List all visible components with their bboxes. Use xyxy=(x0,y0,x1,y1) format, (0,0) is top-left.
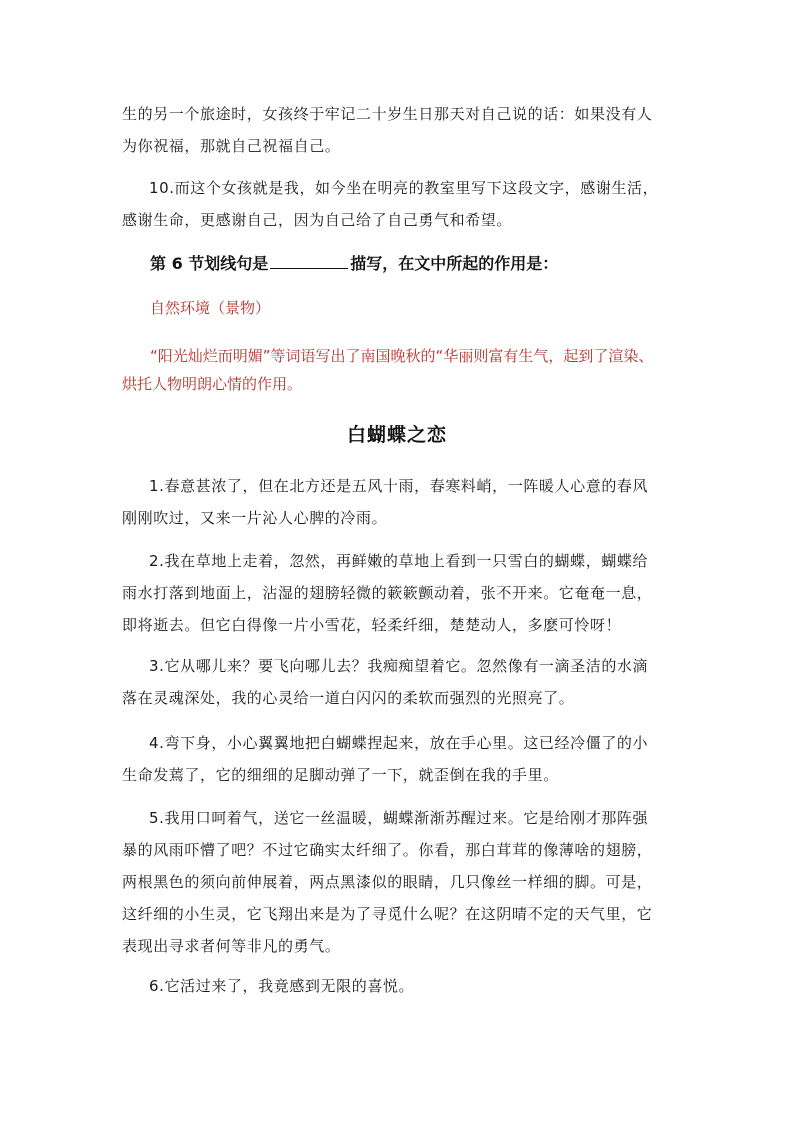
paragraph-number: 6. xyxy=(149,977,165,995)
paragraph-5 xyxy=(122,802,678,962)
text-line: 即将逝去。但它白得像一片小雪花，轻柔纤细，楚楚动人，多麽可怜呀！ xyxy=(122,616,622,634)
paragraph-number: 2. xyxy=(149,552,165,570)
text-line: 它从哪儿来？要飞向哪儿去？我痴痴望着它。忽然像有一滴圣洁的水滴 xyxy=(164,657,649,675)
answer-line-2: “阳光灿烂而明媚”等词语写出了南国晚秋的“华丽则富有生气，起到了渲染、 xyxy=(150,347,654,365)
paragraph-2 xyxy=(122,545,678,641)
answer-line-3: 烘托人物明朗心情的作用。 xyxy=(122,375,303,393)
text-line: 生的另一个旅途时，女孩终于牢记二十岁生日那天对自己说的话：如果没有人 xyxy=(122,105,653,123)
answer-line-1: 自然环境（景物） xyxy=(150,299,271,317)
question-text-after: 描写，在文中所起的作用是： xyxy=(350,254,559,273)
text-line: 表现出寻求者何等非凡的勇气。 xyxy=(122,937,341,955)
text-line: 它活过来了，我竟感到无限的喜悦。 xyxy=(164,977,415,995)
text-line: 感谢生命，更感谢自己，因为自己给了自己勇气和希望。 xyxy=(122,211,513,229)
question xyxy=(150,250,558,278)
text-line: 两根黑色的须向前伸展着，两点黑漆似的眼睛，几只像丝一样细的脚。可是， xyxy=(122,873,653,891)
paragraph-6 xyxy=(122,970,678,1002)
paragraph-number: 3. xyxy=(149,657,165,675)
paragraph-number: 5. xyxy=(149,809,165,827)
text-line: 春意甚浓了，但在北方还是五风十雨，春寒料峭，一阵暖人心意的春风 xyxy=(164,477,649,495)
text-line: 生命发蔫了，它的细细的足脚动弹了一下，就歪倒在我的手里。 xyxy=(122,766,559,784)
text-line: 暴的风雨吓懵了吧？不过它确实太纤细了。你看，那白茸茸的像薄啥的翅膀， xyxy=(122,841,653,859)
paragraph-number: 4. xyxy=(149,734,165,752)
paragraph-9-continuation xyxy=(122,98,678,162)
answer-blank xyxy=(270,250,348,269)
text-line: 而这个女孩就是我，如今坐在明亮的教室里写下这段文字，感谢生活， xyxy=(174,179,659,197)
paragraph-1 xyxy=(122,470,678,534)
paragraph-4 xyxy=(122,727,678,791)
paragraph-number: 1. xyxy=(149,477,165,495)
text-line: 为你祝福，那就自己祝福自己。 xyxy=(122,137,341,155)
text-line: 刚刚吹过，又来一片沁人心脾的冷雨。 xyxy=(122,509,388,527)
text-line: 落在灵魂深处，我的心灵给一道白闪闪的柔软而强烈的光照亮了。 xyxy=(122,689,575,707)
paragraph-number: 10. xyxy=(149,179,175,197)
paragraph-10 xyxy=(122,172,678,236)
text-line: 雨水打落到地面上，沾湿的翅膀轻微的簌簌颤动着，张不开来。它奄奄一息， xyxy=(122,584,653,602)
article-title: 白蝴蝶之恋 xyxy=(346,424,447,446)
text-line: 这纤细的小生灵，它飞翔出来是为了寻觅什么呢？在这阴晴不定的天气里，它 xyxy=(122,905,653,923)
text-line: 我用口呵着气，送它一丝温暖，蝴蝶渐渐苏醒过来。它是给刚才那阵强 xyxy=(164,809,649,827)
text-line: 我在草地上走着，忽然，再鲜嫩的草地上看到一只雪白的蝴蝶，蝴蝶给 xyxy=(164,552,649,570)
question-text-before: 第 6 节划线句是 xyxy=(150,254,269,273)
paragraph-3 xyxy=(122,650,678,714)
text-line: 弯下身，小心翼翼地把白蝴蝶捏起来，放在手心里。这已经冷僵了的小 xyxy=(164,734,649,752)
